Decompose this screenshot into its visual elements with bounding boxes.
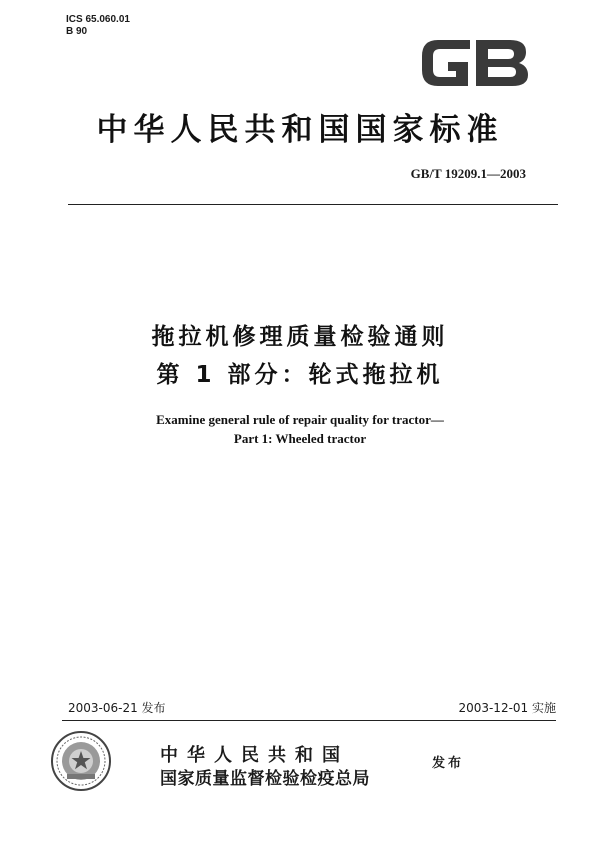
bottom-divider <box>62 720 556 721</box>
english-title-line1: Examine general rule of repair quality for tractor— <box>156 412 444 427</box>
issue-date: 2003-06-21 发布 <box>68 701 166 715</box>
ccs-code: B 90 <box>66 26 88 37</box>
gb-logo-icon <box>418 34 532 92</box>
top-divider <box>68 204 558 205</box>
implementation-date: 2003-12-01 实施 <box>458 701 556 715</box>
ics-code: ICS 65.060.01 <box>66 14 130 25</box>
english-title-line2: Part 1: Wheeled tractor <box>233 431 367 446</box>
issuer-line1: 中华人民共和国 <box>160 745 349 766</box>
issuer-line2: 国家质量监督检验检疫总局 <box>160 769 370 789</box>
classification-codes <box>66 14 130 38</box>
release-label: 发布 <box>432 756 465 771</box>
standard-number: GB/T 19209.1—2003 <box>410 166 526 181</box>
chinese-title-line1: 拖拉机修理质量检验通则 <box>151 324 449 350</box>
national-emblem-seal-icon <box>50 730 112 792</box>
standard-type-heading: 中华人民共和国国家标准 <box>96 112 504 148</box>
chinese-title-line2: 第 1 部分：轮式拖拉机 <box>156 362 444 388</box>
